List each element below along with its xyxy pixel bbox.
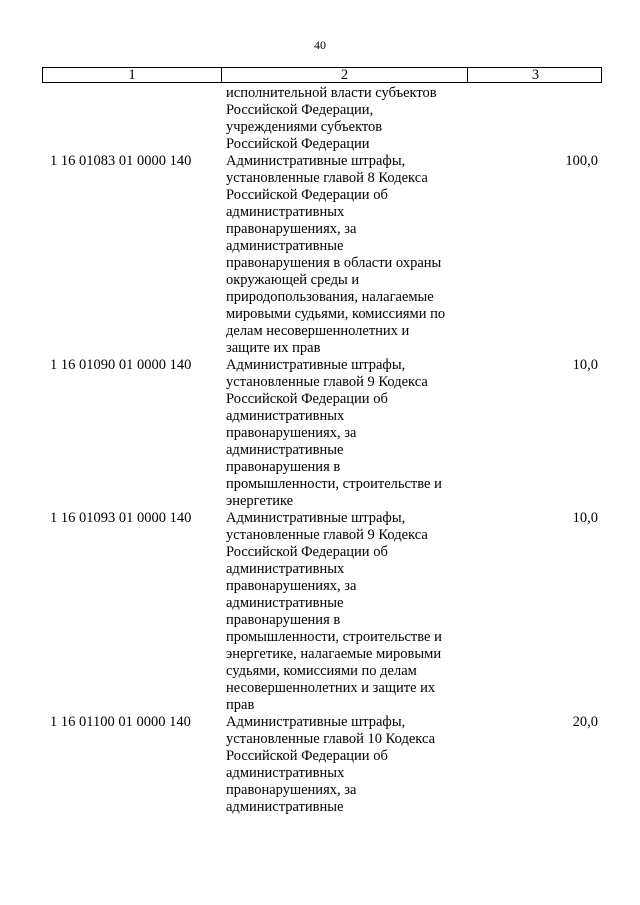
column-header-1: 1 xyxy=(128,67,136,83)
revenue-amount: 10,0 xyxy=(572,357,598,373)
table-row xyxy=(42,357,602,510)
table-row xyxy=(42,510,602,714)
table-row xyxy=(42,153,602,357)
revenue-amount: 10,0 xyxy=(572,510,598,526)
revenue-amount: 100,0 xyxy=(565,153,598,169)
revenue-code xyxy=(42,85,220,153)
revenue-amount xyxy=(466,85,602,153)
page-number: 40 xyxy=(314,38,326,52)
budget-table xyxy=(42,67,602,816)
revenue-name: Административные штрафы, установленные главой 9 Кодекса Российской Федерации об административных правонарушениях, за административные правонарушения в промышленности, строительстве и энергетике, налагаемые мировыми судьями, комиссиями по делам несовершеннолетних и защите их прав xyxy=(226,510,442,713)
revenue-code: 1 16 01100 01 0000 140 xyxy=(50,714,191,730)
revenue-name: Административные штрафы, установленные главой 8 Кодекса Российской Федерации об административных правонарушениях, за административные правонарушения в области охраны окружающей среды и природопользования, налагаемые мировыми судьями, комиссиями по делам несовершеннолетних и защите их прав xyxy=(226,153,446,356)
revenue-code: 1 16 01093 01 0000 140 xyxy=(50,510,192,526)
table-header-row xyxy=(42,67,602,83)
column-header-2: 2 xyxy=(221,68,467,82)
revenue-amount: 20,0 xyxy=(572,714,598,730)
table-row xyxy=(42,85,602,153)
revenue-code: 1 16 01083 01 0000 140 xyxy=(50,153,192,169)
table-row xyxy=(42,714,602,816)
column-header-3: 3 xyxy=(467,68,603,82)
revenue-name: Административные штрафы, установленные главой 9 Кодекса Российской Федерации об административных правонарушениях, за административные правонарушения в промышленности, строительстве и энергетике xyxy=(226,357,442,509)
revenue-name: исполнительной власти субъектов Российской Федерации, учреждениями субъектов Российской Федерации xyxy=(226,85,437,152)
table-body xyxy=(42,85,602,816)
revenue-code: 1 16 01090 01 0000 140 xyxy=(50,357,192,373)
revenue-name: Административные штрафы, установленные главой 10 Кодекса Российской Федерации об административных правонарушениях, за административные xyxy=(226,714,436,815)
